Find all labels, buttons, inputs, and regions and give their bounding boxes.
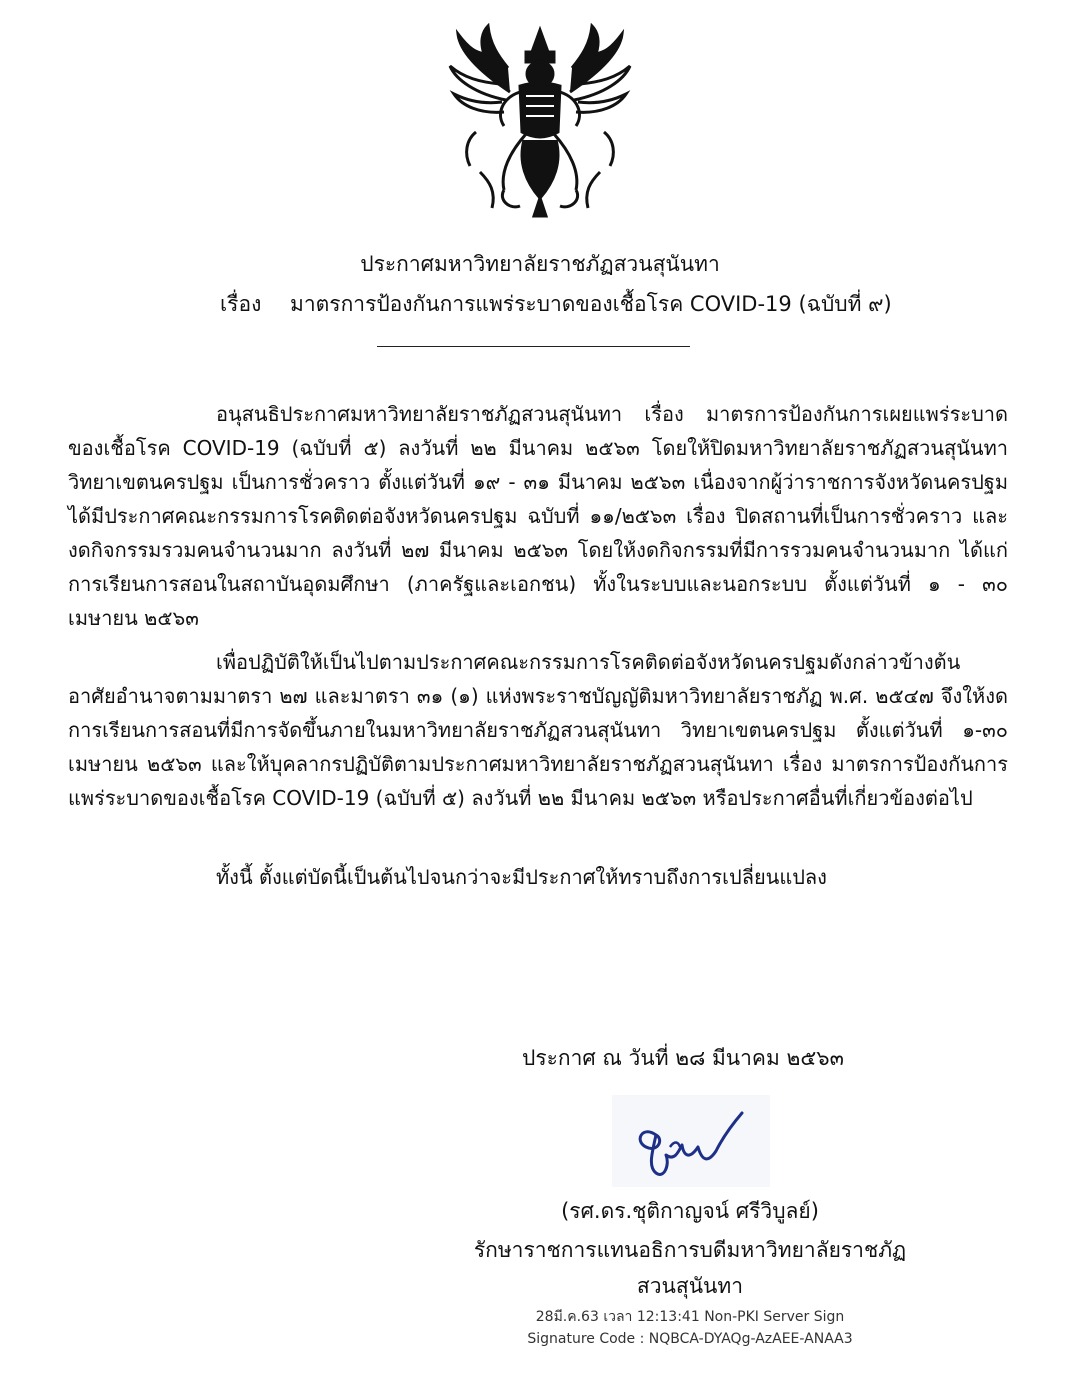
handwritten-signature [612,1095,770,1187]
signer-name: (รศ.ดร.ชุติกาญจน์ ศรีวิบูลย์) [561,1199,819,1223]
signer-title-line-1: รักษาราชการแทนอธิการบดีมหาวิทยาลัยราชภัฏ [473,1238,907,1262]
subject-label: เรื่อง [220,292,262,316]
body-paragraph-1: อนุสนธิประกาศมหาวิทยาลัยราชภัฏสวนสุนันทา เรื่อง มาตรการป้องกันการเผยแพร่ระบาดของเชื้อโรค COVID-19 (ฉบับที่ ๕) ลงวันที่ ๒๒ มีนาคม ๒๕๖๓ โดยให้ปิดมหาวิทยาลัยราชภัฏสวนสุนันทา วิทยาเขตนครปฐม เป็นการชั่วคราว ตั้งแต่วันที่ ๑๙ - ๓๑ มีนาคม ๒๕๖๓ เนื่องจากผู้ว่าราชการจังหวัดนครปฐมได้มีประกาศคณะกรรมการโรคติดต่อจังหวัดนครปฐม ฉบับที่ ๑๑/๒๕๖๓ เรื่อง ปิดสถานที่เป็นการชั่วคราว และงดกิจกรรมรวมคนจำนวนมาก ลงวันที่ ๒๗ มีนาคม ๒๕๖๓ โดยให้งดกิจกรรมที่มีการรวมคนจำนวนมาก ได้แก่ การเรียนการสอนในสถาบันอุดมศึกษา (ภาครัฐและเอกชน) ทั้งในระบบและนอกระบบ ตั้งแต่วันที่ ๑ - ๓๐ เมษายน ๒๕๖๓ [68,402,1008,630]
subject-text: มาตรการป้องกันการแพร่ระบาดของเชื้อโรค COVID-19 (ฉบับที่ ๙) [290,292,892,316]
signature-code: Signature Code : NQBCA-DYAQg-AzAEE-ANAA3 [527,1331,853,1347]
announcement-date: ประกาศ ณ วันที่ ๒๘ มีนาคม ๒๕๖๓ [522,1046,844,1070]
body-paragraph-2: เพื่อปฏิบัติให้เป็นไปตามประกาศคณะกรรมการโรคติดต่อจังหวัดนครปฐมดังกล่าวข้างต้น อาศัยอำนาจตามมาตรา ๒๗ และมาตรา ๓๑ (๑) แห่งพระราชบัญญัติมหาวิทยาลัยราชภัฏ พ.ศ. ๒๕๔๗ จึงให้งดการเรียนการสอนที่มีการจัดขึ้นภายในมหาวิทยาลัยราชภัฏสวนสุนันทา วิทยาเขตนครปฐม ตั้งแต่วันที่ ๑-๓๐ เมษายน ๒๕๖๓ และให้บุคลากรปฏิบัติตามประกาศมหาวิทยาลัยราชภัฏสวนสุนันทา เรื่อง มาตรการป้องกันการแพร่ระบาดของเชื้อโรค COVID-19 (ฉบับที่ ๕) ลงวันที่ ๒๒ มีนาคม ๒๕๖๓ หรือประกาศอื่นที่เกี่ยวข้องต่อไป [68,650,1008,810]
subject-line [220,288,892,321]
signer-title-line-2: สวนสุนันทา [636,1274,744,1298]
title-divider [377,346,690,347]
body-paragraph-3: ทั้งนี้ ตั้งแต่บัดนี้เป็นต้นไปจนกว่าจะมีประกาศให้ทราบถึงการเปลี่ยนแปลง [216,865,827,889]
sign-timestamp: 28มี.ค.63 เวลา 12:13:41 Non-PKI Server Sign [535,1309,845,1325]
garuda-emblem-icon [440,22,640,220]
announcement-title: ประกาศมหาวิทยาลัยราชภัฏสวนสุนันทา [360,252,720,276]
